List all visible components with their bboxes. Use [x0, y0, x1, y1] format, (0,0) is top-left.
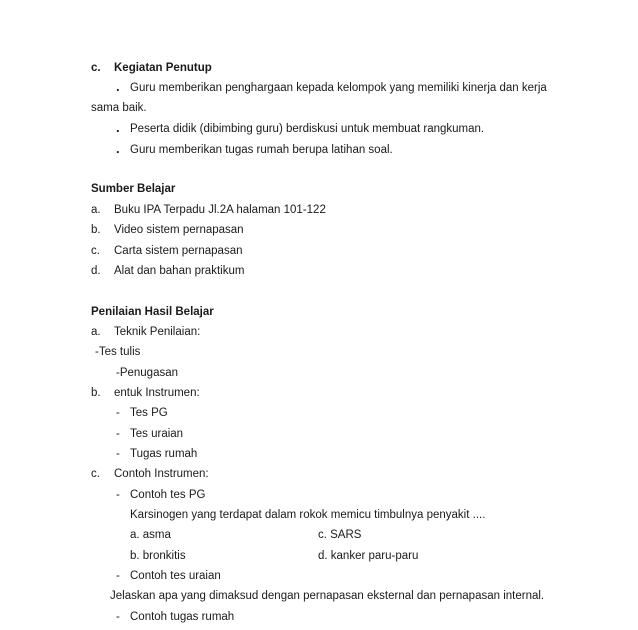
contoh-instrumen: Contoh Instrumen:	[114, 468, 209, 480]
list-marker: c.	[91, 245, 100, 257]
instrumen-tes-pg: Tes PG	[130, 407, 168, 419]
section-heading-penutup: Kegiatan Penutup	[114, 62, 212, 74]
sumber-item-b: Video sistem pernapasan	[114, 224, 244, 236]
contoh-tugas-rumah: Contoh tugas rumah	[130, 611, 235, 623]
section-heading-sumber: Sumber Belajar	[91, 183, 176, 195]
instrumen-tugas-rumah: Tugas rumah	[130, 448, 198, 460]
section-marker-c: c.	[91, 62, 101, 74]
list-marker: a.	[91, 204, 101, 216]
penugasan: -Penugasan	[116, 367, 179, 379]
dash: -	[116, 570, 120, 582]
bentuk-instrumen: entuk Instrumen:	[114, 387, 200, 399]
uraian-question: Jelaskan apa yang dimaksud dengan pernapasan eksternal dan pernapasan internal.	[110, 590, 545, 602]
dash: -	[116, 448, 120, 460]
list-marker: a.	[91, 326, 101, 338]
dash: -	[116, 407, 120, 419]
list-marker: d.	[91, 265, 101, 277]
sumber-item-d: Alat dan bahan praktikum	[114, 265, 245, 277]
tes-tulis: -Tes tulis	[95, 346, 141, 358]
list-marker: c.	[91, 468, 100, 480]
section-heading-penilaian: Penilaian Hasil Belajar	[91, 306, 214, 318]
option-d: d. kanker paru-paru	[318, 550, 419, 562]
sumber-item-a: Buku IPA Terpadu Jl.2A halaman 101-122	[114, 204, 326, 216]
instrumen-tes-uraian: Tes uraian	[130, 428, 184, 440]
option-c: c. SARS	[318, 529, 362, 541]
sumber-item-c: Carta sistem pernapasan	[114, 245, 243, 257]
contoh-tes-pg: Contoh tes PG	[130, 489, 206, 501]
dash: -	[116, 489, 120, 501]
penutup-item-3: Guru memberikan tugas rumah berupa latihan soal.	[130, 144, 393, 156]
option-a: a. asma	[130, 529, 171, 541]
penutup-item-2: Peserta didik (dibimbing guru) berdiskusi untuk membuat rangkuman.	[130, 123, 485, 135]
list-marker: b.	[91, 224, 101, 236]
penutup-item-1: Guru memberikan penghargaan kepada kelompok yang memiliki kinerja dan kerja	[130, 82, 547, 94]
bullet: .	[116, 141, 120, 156]
penutup-item-1-continuation: sama baik.	[91, 102, 147, 114]
dash: -	[116, 428, 120, 440]
option-b: b. bronkitis	[130, 550, 186, 562]
bullet: .	[116, 120, 120, 135]
bullet: .	[116, 79, 120, 94]
list-marker: b.	[91, 387, 101, 399]
dash: -	[116, 611, 120, 623]
teknik-penilaian: Teknik Penilaian:	[114, 326, 201, 338]
pg-question: Karsinogen yang terdapat dalam rokok memicu timbulnya penyakit ....	[130, 509, 486, 521]
contoh-tes-uraian: Contoh tes uraian	[130, 570, 221, 582]
